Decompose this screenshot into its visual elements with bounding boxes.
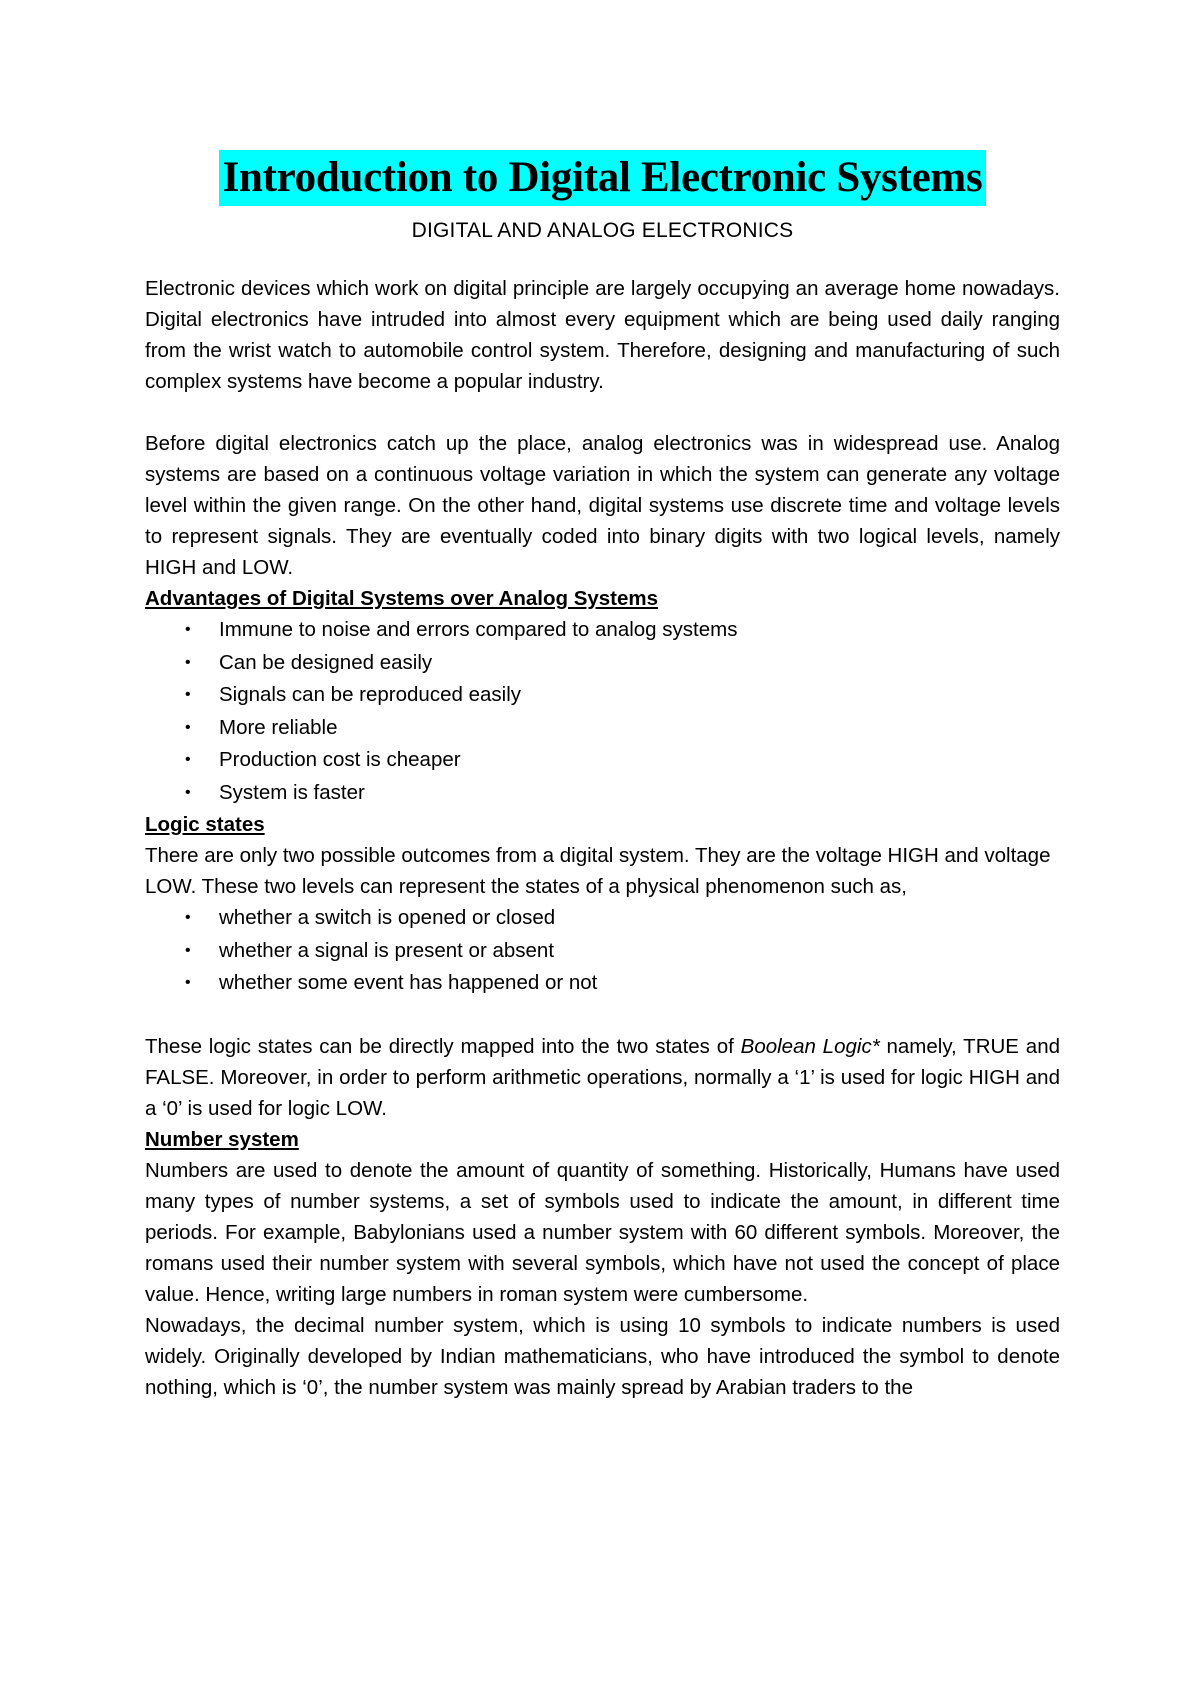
list-item	[145, 967, 1060, 1000]
list-item	[145, 902, 1060, 935]
list-item-text: whether a signal is present or absent	[219, 938, 555, 962]
boolean-text-end: namely, TRUE and FALSE. Moreover, in order to perform arithmetic operations, normally a ‘1’ is used for logic HIGH and a ‘0’ is used for logic LOW.	[145, 1034, 1060, 1120]
boolean-paragraph	[145, 1031, 1060, 1124]
bullet-icon: •	[185, 783, 191, 801]
bullet-icon: •	[185, 941, 191, 959]
bullet-icon: •	[185, 751, 191, 768]
title-block	[145, 150, 1060, 206]
list-item-text: whether some event has happened or not	[219, 971, 598, 994]
document-title: Introduction to Digital Electronic Systems	[219, 150, 987, 206]
bullet-icon: •	[185, 621, 191, 638]
bullet-icon: •	[185, 686, 191, 703]
bullet-icon: •	[185, 653, 191, 671]
document-page	[145, 150, 1060, 1403]
list-item	[145, 777, 1060, 810]
bullet-icon: •	[185, 718, 191, 736]
list-item	[145, 647, 1060, 680]
list-item	[145, 935, 1060, 968]
boolean-text-start: These logic states can be directly mapped into the two states of	[145, 1034, 741, 1058]
logic-states-heading: Logic states	[145, 813, 265, 836]
analog-paragraph: Before digital electronics catch up the place, analog electronics was in widespread use. Analog systems are based on a continuous voltage variation in which the system can generate any voltage level within the given range. On the other hand, digital systems use discrete time and voltage levels to represent signals. They are eventually coded into binary digits with two logical levels, namely HIGH and LOW.	[145, 432, 1060, 579]
logic-states-list	[145, 902, 1060, 1000]
intro-paragraph: Electronic devices which work on digital principle are largely occupying an average home nowadays. Digital electronics have intruded into almost every equipment which are being used daily ranging from the wrist watch to automobile control system. Therefore, designing and manufacturing of such complex systems have become a popular industry.	[145, 277, 1060, 393]
number-system-paragraph-1: Numbers are used to denote the amount of quantity of something. Historically, Humans have used many types of number systems, a set of symbols used to indicate the amount, in different time periods. For example, Babylonians used a number system with 60 different symbols. Moreover, the romans used their number system with several symbols, which have not used the concept of place value. Hence, writing large numbers in roman system were cumbersome.	[145, 1158, 1060, 1306]
list-item-text: System is faster	[219, 780, 365, 804]
section-subtitle: DIGITAL AND ANALOG ELECTRONICS	[411, 219, 794, 242]
list-item	[145, 679, 1060, 712]
list-item-text: Can be designed easily	[219, 650, 433, 674]
list-item-text: Immune to noise and errors compared to analog systems	[219, 618, 738, 641]
logic-states-paragraph: There are only two possible outcomes from a digital system. They are the voltage HIGH and voltage LOW. These two levels can represent the states of a physical phenomenon such as,	[145, 844, 1051, 898]
number-system-heading: Number system	[145, 1127, 299, 1151]
list-item	[145, 712, 1060, 745]
list-item-text: Production cost is cheaper	[219, 748, 461, 771]
boolean-logic-term: Boolean Logic*	[740, 1034, 880, 1058]
bullet-icon: •	[185, 909, 191, 926]
advantages-heading: Advantages of Digital Systems over Analog Systems	[145, 587, 659, 610]
list-item-text: More reliable	[219, 715, 338, 739]
number-system-paragraph-2: Nowadays, the decimal number system, which is using 10 symbols to indicate numbers is used widely. Originally developed by Indian mathematicians, who have introduced the symbol to denote nothing, which is ‘0’, the number system was mainly spread by Arabian traders to the	[145, 1313, 1060, 1399]
list-item	[145, 614, 1060, 647]
list-item-text: Signals can be reproduced easily	[219, 683, 521, 706]
bullet-icon: •	[185, 974, 191, 991]
list-item-text: whether a switch is opened or closed	[219, 906, 556, 929]
advantages-list	[145, 614, 1060, 809]
list-item	[145, 744, 1060, 777]
